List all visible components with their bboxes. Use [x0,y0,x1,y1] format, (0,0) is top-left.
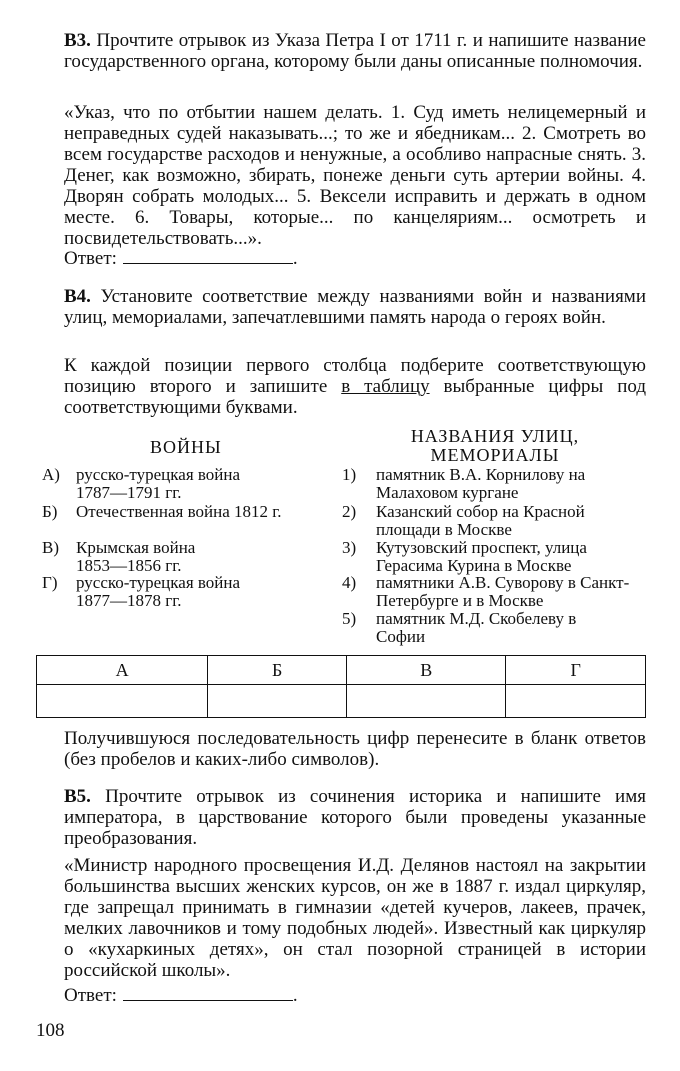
memorial-key: 5) [342,609,357,628]
b5-answer-line[interactable] [123,986,293,1001]
memorial-text: памятник М.Д. Скобелеву в Софии [376,609,577,646]
answer-table-header-row [37,656,646,685]
war-key: В) [42,538,59,557]
memorial-key: 1) [342,465,357,484]
war-text: русско-турецкая война 1877—1878 гг. [76,573,241,610]
war-text: Крымская война 1853—1856 гг. [76,538,196,575]
answer-table-header: В [347,656,506,685]
wars-heading: ВОЙНЫ [150,437,222,457]
b5-task [64,786,646,849]
b4-instruction-after: выбранные цифры под соответствующими буквами. [64,376,646,418]
b4-instruction-before: К каждой позиции первого столбца подберите соответствующую позицию второго и запишите [64,355,646,397]
memorial-text: Казанский собор на Красной площади в Москве [376,502,585,539]
war-key: А) [42,465,60,484]
memorial-text: памятник В.А. Корнилову на Малаховом кургане [376,465,586,502]
b3-task [64,30,646,72]
answer-cell-b[interactable] [208,685,347,718]
answer-cell-d[interactable] [506,685,646,718]
b3-quote: «Указ, что по отбытии нашем делать. 1. Суд иметь нелицемерный и неправедных судей наказывать...; то же и ябедникам... 2. Смотреть во всем государстве расходов и ненужные, а особливо напрасные снять. 3. Денег, как возможно, збирать, понеже деньги суть артерии войны. 4. Дворян собрать молодых... 5. Вексели исправить и держать в одном месте. 6. Товары, которые... по канцеляриям... осмотреть и посвидетельствовать...». [64,102,646,249]
b5-label: В5. [64,786,91,807]
b3-answer: Ответ: . [64,248,298,269]
war-key: Г) [42,573,58,592]
war-text: Отечественная война 1812 г. [76,502,282,521]
b4-transfer-note: Получившуюся последовательность цифр перенесите в бланк ответов (без пробелов и каких-либо символов). [64,728,646,770]
war-key: Б) [42,502,58,521]
b3-label: В3. [64,30,91,51]
answer-table [36,655,646,718]
b5-quote: «Министр народного просвещения И.Д. Делянов настоял на закрытии большинства высших женских курсов, он же в 1887 г. издал циркуляр, где запрещал принимать в гимназии «детей кучеров, лакеев, прачек, мелких лавочников и тому подобных людей». Известный как циркуляр о «кухаркиных детях», он стал позорной страницей в истории российской школы». [64,855,646,981]
b4-task-text: Установите соответствие между названиями войн и названиями улиц, мемориалами, запечатлевшими память народа о героях войн. [64,286,646,328]
answer-cell-c[interactable] [347,685,506,718]
b4-instruction [64,355,646,418]
b4-instruction-link: в таблицу [341,376,430,397]
b3-answer-label: Ответ: [64,248,117,269]
memorial-key: 3) [342,538,357,557]
answer-table-header: Б [208,656,347,685]
answer-table-input-row [37,685,646,718]
memorial-text: памятники А.В. Суворову в Санкт-Петербурге и в Москве [376,573,630,610]
b4-task [64,286,646,328]
war-text: русско-турецкая война 1787—1791 гг. [76,465,241,502]
b5-task-text: Прочтите отрывок из сочинения историка и напишите имя императора, в царствование которого были проведены указанные преобразования. [64,786,646,849]
page-number: 108 [36,1020,65,1041]
answer-cell-a[interactable] [37,685,208,718]
memorial-key: 4) [342,573,357,592]
memorials-heading: НАЗВАНИЯ УЛИЦ, МЕМОРИАЛЫ [410,426,580,465]
answer-table-header: Г [506,656,646,685]
b3-task-text: Прочтите отрывок из Указа Петра I от 1711 г. и напишите название государственного органа, которому были даны описанные полномочия. [64,30,646,72]
b5-answer-label: Ответ: [64,985,117,1006]
answer-table-header: А [37,656,208,685]
b4-label: В4. [64,286,91,307]
memorial-text: Кутузовский проспект, улица Герасима Курина в Москве [376,538,587,575]
memorial-key: 2) [342,502,357,521]
b3-answer-line[interactable] [123,249,293,264]
b5-answer: Ответ: . [64,985,298,1006]
